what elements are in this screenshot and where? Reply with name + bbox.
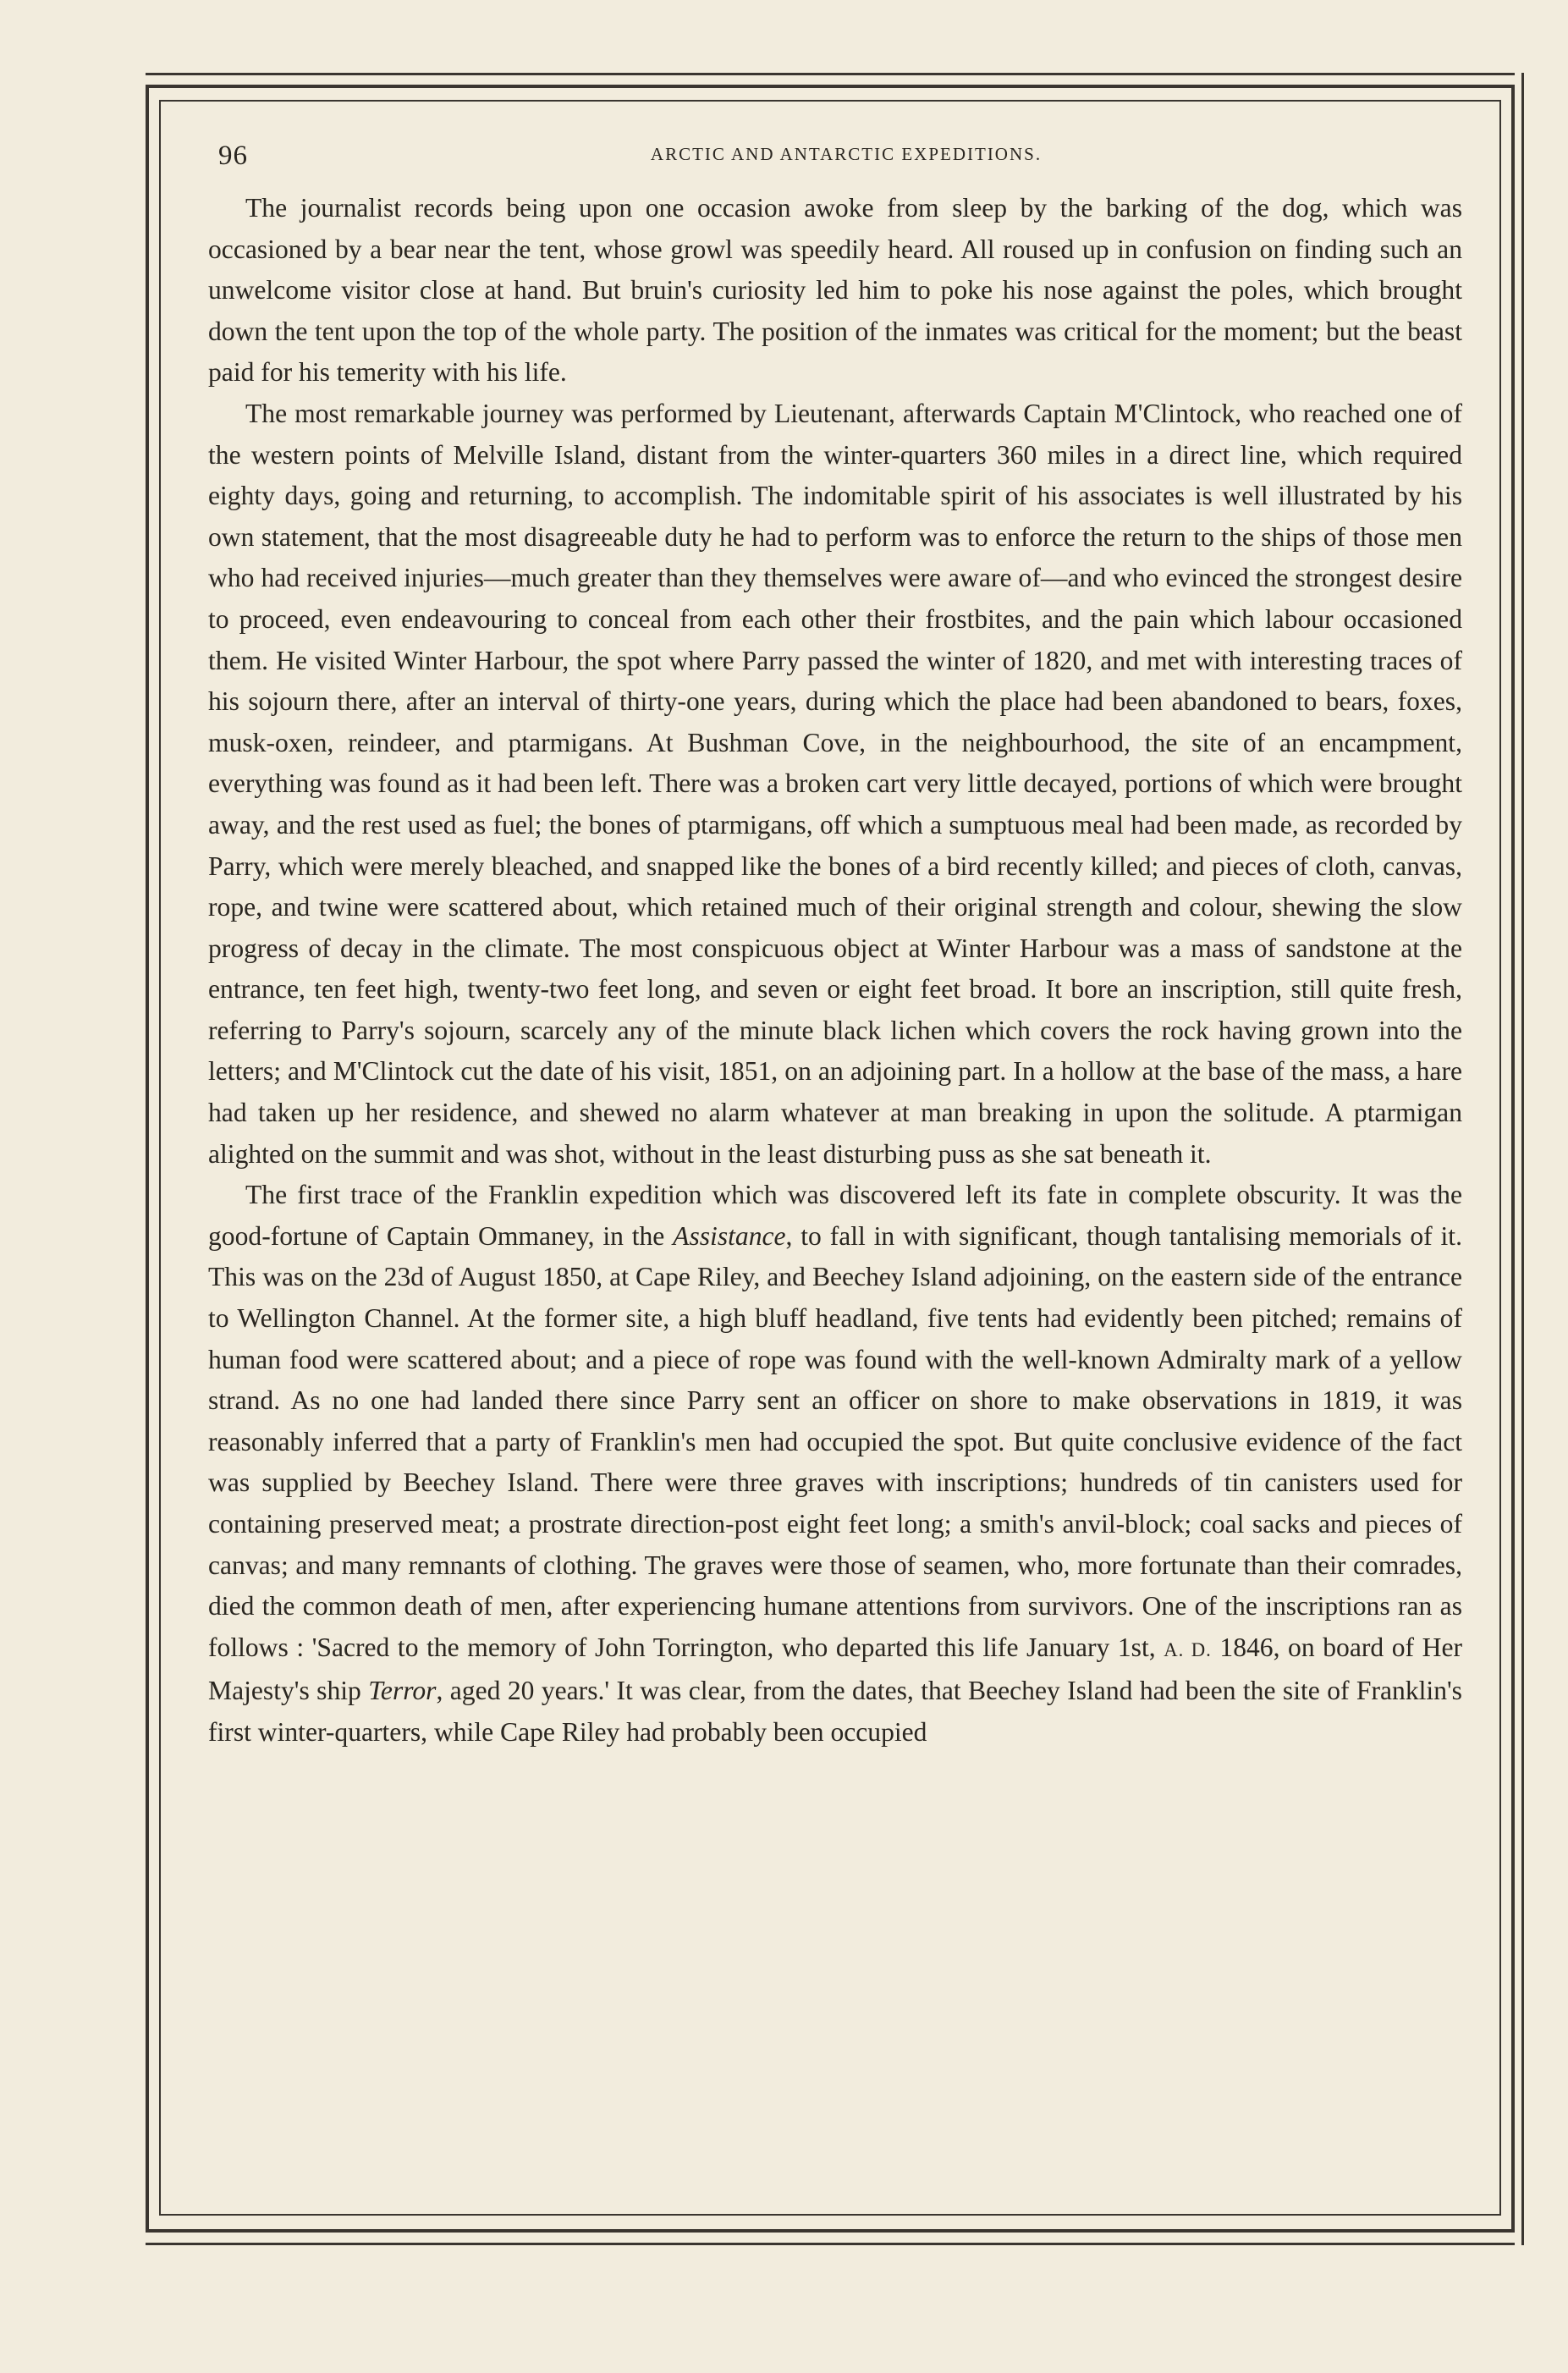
- paragraph-text: The first trace of the Franklin expedition which was discovered left its fate in complete obscurity. It was the good-fortune of Captain Ommaney, in the: [208, 1180, 1462, 1251]
- anno-domini: A. D.: [1164, 1638, 1212, 1660]
- text-block: [208, 188, 1462, 1754]
- paragraph-mclintock-journey: The most remarkable journey was performed by Lieutenant, afterwards Captain M'Clintock, who reached one of the western points of Melville Island, distant from the winter-quarters 360 miles in a direct line, which required eighty days, going and returning, to accomplish. The indomitable spirit of his associates is well illustrated by his own statement, that the most disagreeable duty he had to perform was to enforce the return to the ships of those men who had received injuries—much greater than they themselves were aware of—and who evinced the strongest desire to proceed, even endeavouring to conceal from each other their frostbites, and the pain which labour occasioned them. He visited Winter Harbour, the spot where Parry passed the winter of 1820, and met with interesting traces of his sojourn there, after an interval of thirty-one years, during which the place had been abandoned to bears, foxes, musk-oxen, reindeer, and ptarmigans. At Bushman Cove, in the neighbourhood, the site of an encampment, everything was found as it had been left. There was a broken cart very little decayed, portions of which were brought away, and the rest used as fuel; the bones of ptarmigans, off which a sumptuous meal had been made, as recorded by Parry, which were merely bleached, and snapped like the bones of a bird recently killed; and pieces of cloth, canvas, rope, and twine were scattered about, which retained much of their original strength and colour, shewing the slow progress of decay in the climate. The most conspicuous object at Winter Harbour was a mass of sandstone at the entrance, ten feet high, twenty-two feet long, and seven or eight feet broad. It bore an inscription, still quite fresh, referring to Parry's sojourn, scarcely any of the minute black lichen which covers the rock having grown into the letters; and M'Clintock cut the date of his visit, 1851, on an adjoining part. In a hollow at the base of the mass, a hare had taken up her residence, and shewed no alarm whatever at man breaking in upon the solitude. A ptarmigan alighted on the summit and was shot, without in the least disturbing puss as she sat beneath it.: [208, 398, 1462, 1169]
- ship-name-assistance: Assistance: [673, 1220, 786, 1251]
- running-head: [203, 135, 1464, 173]
- paragraph-text: , aged 20 years.' It was clear, from the dates, that Beechey Island had been the site of Franklin's first winter-quarters, while Cape Riley had probably been occupied: [208, 1676, 1462, 1747]
- running-title: ARCTIC AND ANTARCTIC EXPEDITIONS.: [650, 144, 1043, 164]
- paragraph-text: 1846, on board of Her Majesty's ship: [208, 1632, 1462, 1706]
- paragraph-franklin-traces: [208, 1175, 1462, 1753]
- frame-rule-bottom: [146, 2243, 1515, 2245]
- frame-rule-right: [1521, 73, 1524, 2245]
- paragraph-text: , to fall in with significant, though tantalising memorials of it. This was on the 23d of August 1850, at Cape Riley, and Beechey Island adjoining, on the eastern side of the entrance to Wellington Channel. At the former site, a high bluff headland, five tents had evidently been pitched; remains of human food were scattered about; and a piece of rope was found with the well-known Admiralty mark of a yellow strand. As no one had landed there since Parry sent an officer on shore to make observations in 1819, it was reasonably inferred that a party of Franklin's men had occupied the spot. But quite conclusive evidence of the fact was supplied by Beechey Island. There were three graves with inscriptions; hundreds of tin canisters used for containing preserved meat; a prostrate direction-post eight feet long; a smith's anvil-block; coal sacks and pieces of canvas; and many remnants of clothing. The graves were those of seamen, who, more fortunate than their comrades, died the common death of men, after experiencing humane attentions from survivors. One of the inscriptions ran as follows : 'Sacred to the memory of John Torrington, who departed this life January 1st,: [208, 1220, 1462, 1662]
- frame-rule-top: [146, 73, 1515, 75]
- ship-name-terror: Terror: [368, 1676, 437, 1706]
- paragraph-bear-incident: The journalist records being upon one occasion awoke from sleep by the barking of the dog, which was occasioned by a bear near the tent, whose growl was speedily heard. All roused up in confusion on finding such an unwelcome visitor close at hand. But bruin's curiosity led him to poke his nose against the poles, which brought down the tent upon the top of the whole party. The position of the inmates was critical for the moment; but the beast paid for his temerity with his life.: [208, 193, 1462, 388]
- page-number: 96: [218, 140, 248, 171]
